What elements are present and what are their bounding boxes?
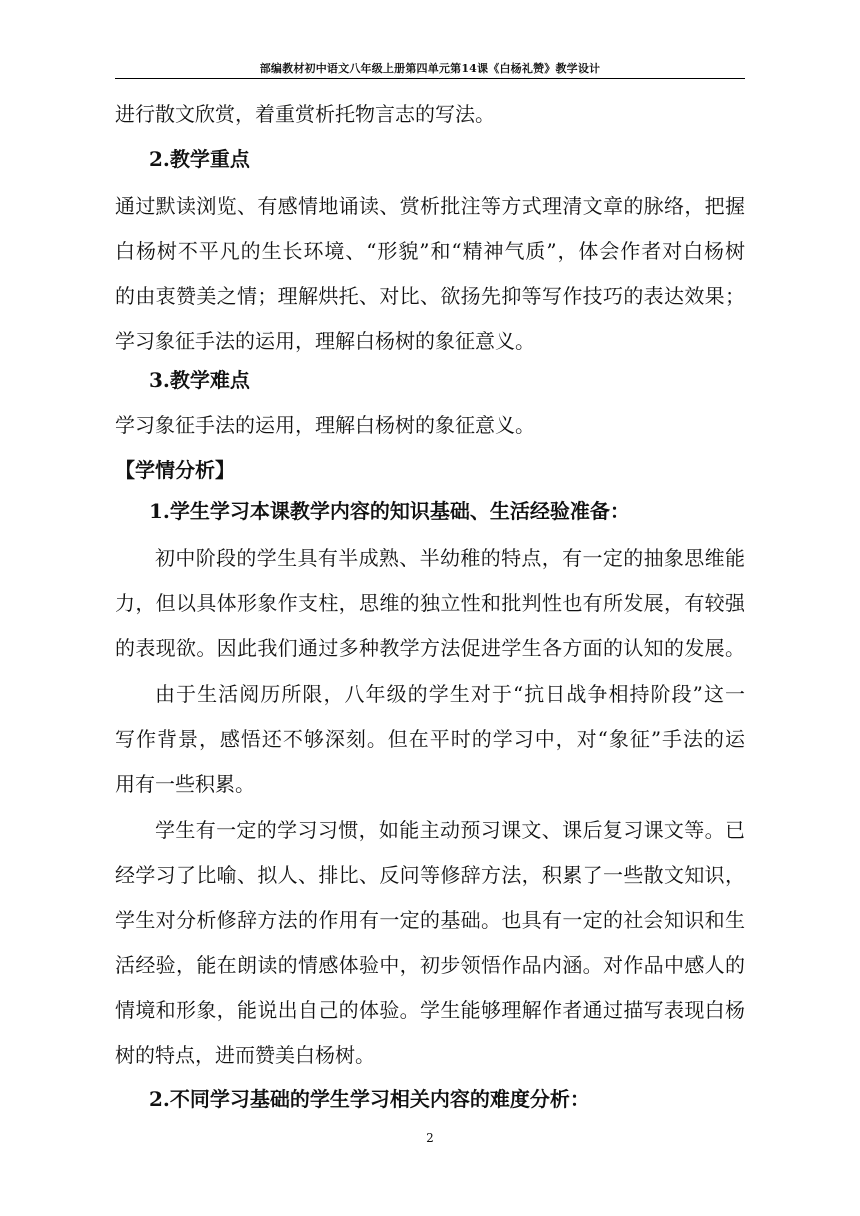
page-number: 2 [426, 1131, 434, 1145]
subsection-heading-knowledge-base: 1.学生学习本课教学内容的知识基础、生活经验准备： [149, 499, 630, 523]
text-line: 的表现欲。因此我们通过多种教学方法促进学生各方面的认知的发展。 [115, 636, 745, 660]
text-line: 由于生活阅历所限，八年级的学生对于“抗日战争相持阶段”这一 [155, 682, 745, 706]
text-line: 力，但以具体形象作支柱，思维的独立性和批判性也有所发展，有较强 [115, 591, 745, 615]
text-line: 学习象征手法的运用，理解白杨树的象征意义。 [115, 329, 535, 353]
text-line: 学习象征手法的运用，理解白杨树的象征意义。 [115, 413, 535, 437]
text-line: 情境和形象，能说出自己的体验。学生能够理解作者通过描写表现白杨 [115, 998, 745, 1022]
text-line: 学生有一定的学习习惯，如能主动预习课文、课后复习课文等。已 [155, 818, 745, 842]
text-line: 树的特点，进而赞美白杨树。 [115, 1043, 375, 1067]
text-line: 进行散文欣赏，着重赏析托物言志的写法。 [115, 102, 495, 126]
text-line: 白杨树不平凡的生长环境、“形貌”和“精神气质”，体会作者对白杨树 [115, 239, 745, 263]
subsection-heading-difficulty-analysis: 2.不同学习基础的学生学习相关内容的难度分析： [149, 1087, 590, 1111]
text-line: 用有一些积累。 [115, 772, 255, 796]
text-line: 写作背景，感悟还不够深刻。但在平时的学习中，对“象征”手法的运 [115, 727, 745, 751]
text-line: 的由衷赞美之情；理解烘托、对比、欲扬先抑等写作技巧的表达效果； [115, 284, 745, 308]
page-header-title: 部编教材初中语文八年级上册第四单元第14课《白杨礼赞》教学设计 [259, 62, 601, 75]
text-line: 初中阶段的学生具有半成熟、半幼稚的特点，有一定的抽象思维能 [155, 546, 745, 570]
text-line: 学生对分析修辞方法的作用有一定的基础。也具有一定的社会知识和生 [115, 908, 745, 932]
text-line: 活经验，能在朗读的情感体验中，初步领悟作品内涵。对作品中感人的 [115, 953, 745, 977]
section-heading-key-points: 2.教学重点 [149, 147, 250, 171]
section-heading-difficulties: 3.教学难点 [149, 368, 250, 392]
text-line: 经学习了比喻、拟人、排比、反问等修辞方法，积累了一些散文知识， [115, 863, 745, 887]
header-divider [115, 78, 745, 79]
text-line: 通过默读浏览、有感情地诵读、赏析批注等方式理清文章的脉络，把握 [115, 194, 745, 218]
section-heading-learner-analysis: 【学情分析】 [115, 458, 235, 482]
